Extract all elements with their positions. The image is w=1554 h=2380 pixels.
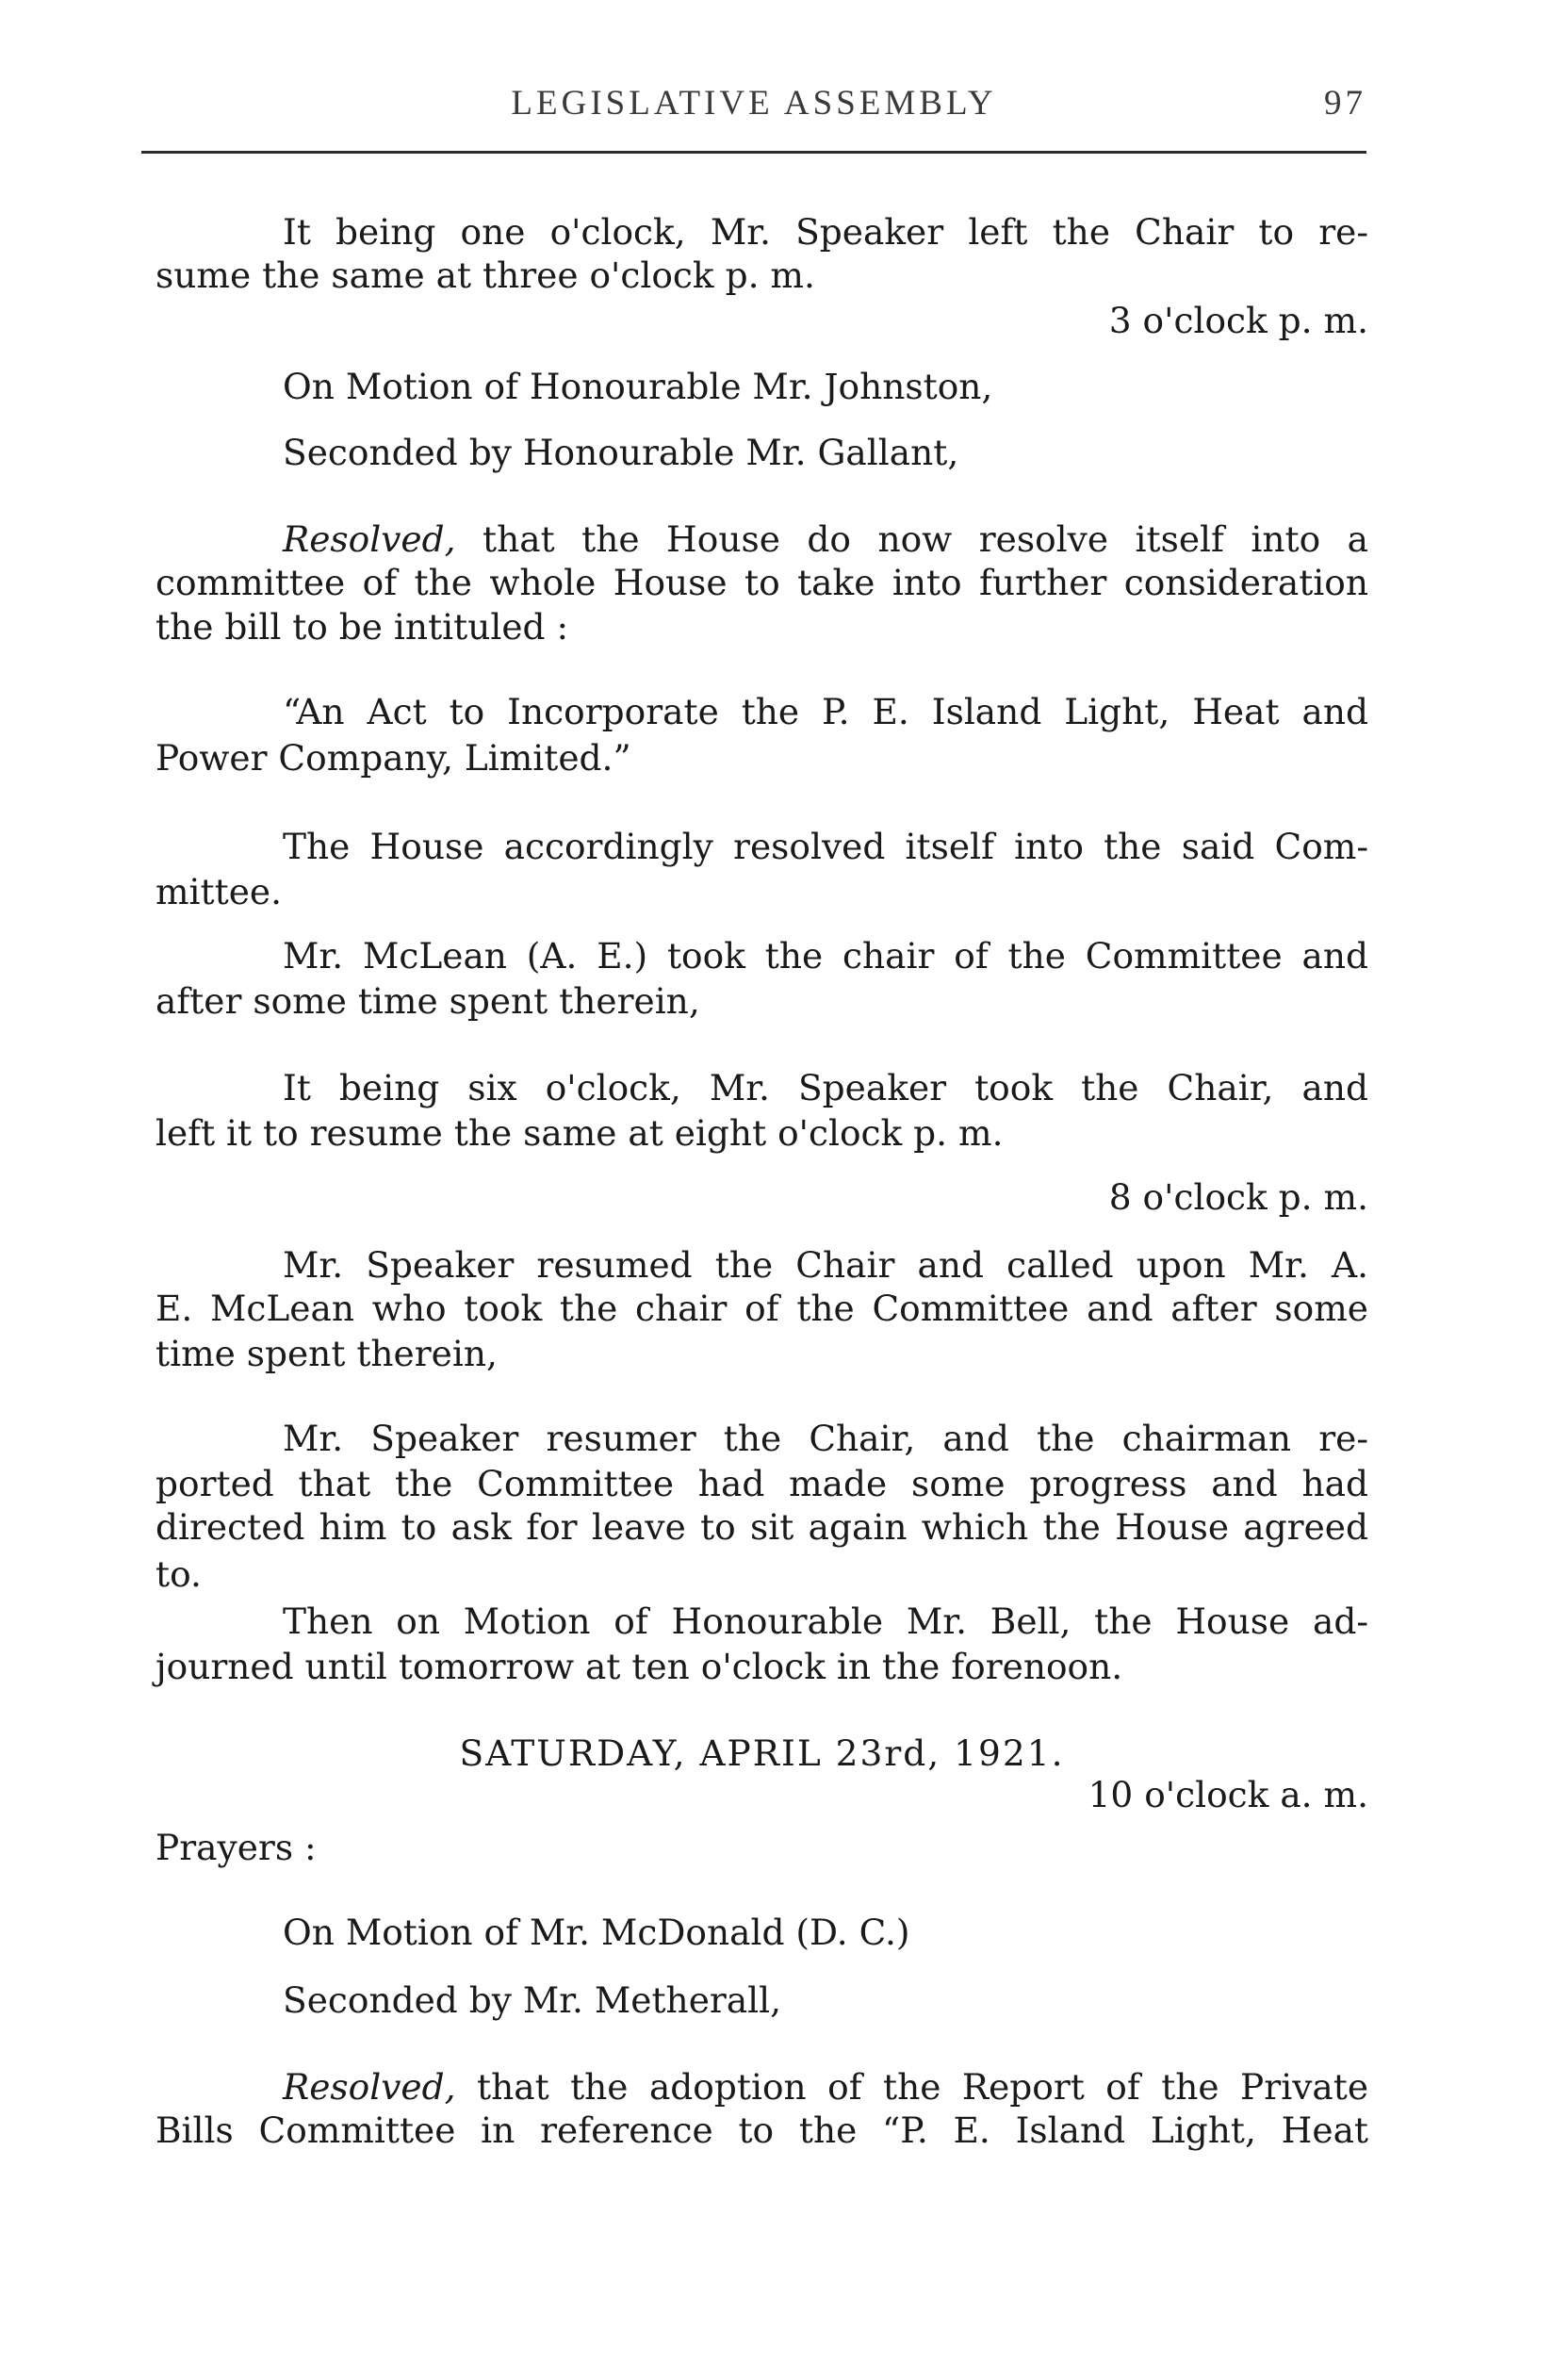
paragraph-line: to. — [155, 1553, 202, 1595]
paragraph-line: Then on Motion of Honourable Mr. Bell, the House ad- — [283, 1600, 1368, 1642]
motion-line: On Motion of Honourable Mr. Johnston, — [283, 366, 993, 407]
page-number: 97 — [1324, 84, 1366, 123]
paragraph-line: ported that the Committee had made some progress and had — [155, 1463, 1368, 1504]
bill-title-line: “An Act to Incorporate the P. E. Island Light, Heat and — [283, 691, 1368, 732]
seconded-line: Seconded by Honourable Mr. Gallant, — [283, 432, 959, 473]
paragraph-line: Mr. McLean (A. E.) took the chair of the Committee and — [283, 935, 1368, 977]
seconded-line: Seconded by Mr. Metherall, — [283, 1979, 782, 2021]
paragraph-line: Mr. Speaker resumer the Chair, and the chairman re- — [283, 1418, 1368, 1459]
bill-title-line: Power Company, Limited.” — [155, 737, 631, 779]
time-marker: 8 o'clock p. m. — [1108, 1176, 1368, 1218]
time-marker: 10 o'clock a. m. — [1088, 1774, 1368, 1815]
paragraph-line: directed him to ask for leave to sit again which the House agreed — [155, 1506, 1368, 1548]
paragraph-line: E. McLean who took the chair of the Committee and after some — [155, 1288, 1368, 1329]
paragraph-line: time spent therein, — [155, 1333, 498, 1374]
running-title: LEGISLATIVE ASSEMBLY — [511, 84, 997, 123]
paragraph-line: after some time spent therein, — [155, 980, 700, 1022]
resolution-text: that the adoption of the Report of the Private — [477, 2066, 1369, 2108]
paragraph-line: Bills Committee in reference to the “P. E. Island Light, Heat — [155, 2109, 1368, 2151]
paragraph-line: mittee. — [155, 871, 282, 912]
motion-line: On Motion of Mr. McDonald (D. C.) — [283, 1912, 910, 1953]
resolved-word: Resolved, — [283, 2066, 456, 2108]
paragraph-line: Mr. Speaker resumed the Chair and called upon Mr. A. — [283, 1244, 1368, 1286]
time-marker: 3 o'clock p. m. — [1108, 300, 1368, 341]
prayers-line: Prayers : — [155, 1827, 317, 1868]
resolution-line — [283, 517, 1368, 562]
paragraph-line: committee of the whole House to take into further consideration — [155, 562, 1368, 603]
resolution-text: that the House do now resolve itself into a — [483, 518, 1368, 560]
paragraph-line: sume the same at three o'clock p. m. — [155, 254, 815, 296]
paragraph-line: the bill to be intituled : — [155, 606, 569, 648]
sitting-date: SATURDAY, APRIL 23rd, 1921. — [459, 1732, 1065, 1774]
paragraph-line: It being six o'clock, Mr. Speaker took the Chair, and — [283, 1067, 1368, 1108]
paragraph-line: left it to resume the same at eight o'clock p. m. — [155, 1112, 1004, 1154]
resolution-line — [283, 2064, 1368, 2109]
resolved-word: Resolved, — [283, 518, 456, 560]
header-rule — [141, 151, 1366, 154]
paragraph-line: journed until tomorrow at ten o'clock in the forenoon. — [155, 1646, 1123, 1687]
page-header — [141, 83, 1366, 130]
paragraph-line: The House accordingly resolved itself into the said Com- — [283, 826, 1368, 867]
paragraph-line: It being one o'clock, Mr. Speaker left the Chair to re- — [283, 211, 1368, 253]
